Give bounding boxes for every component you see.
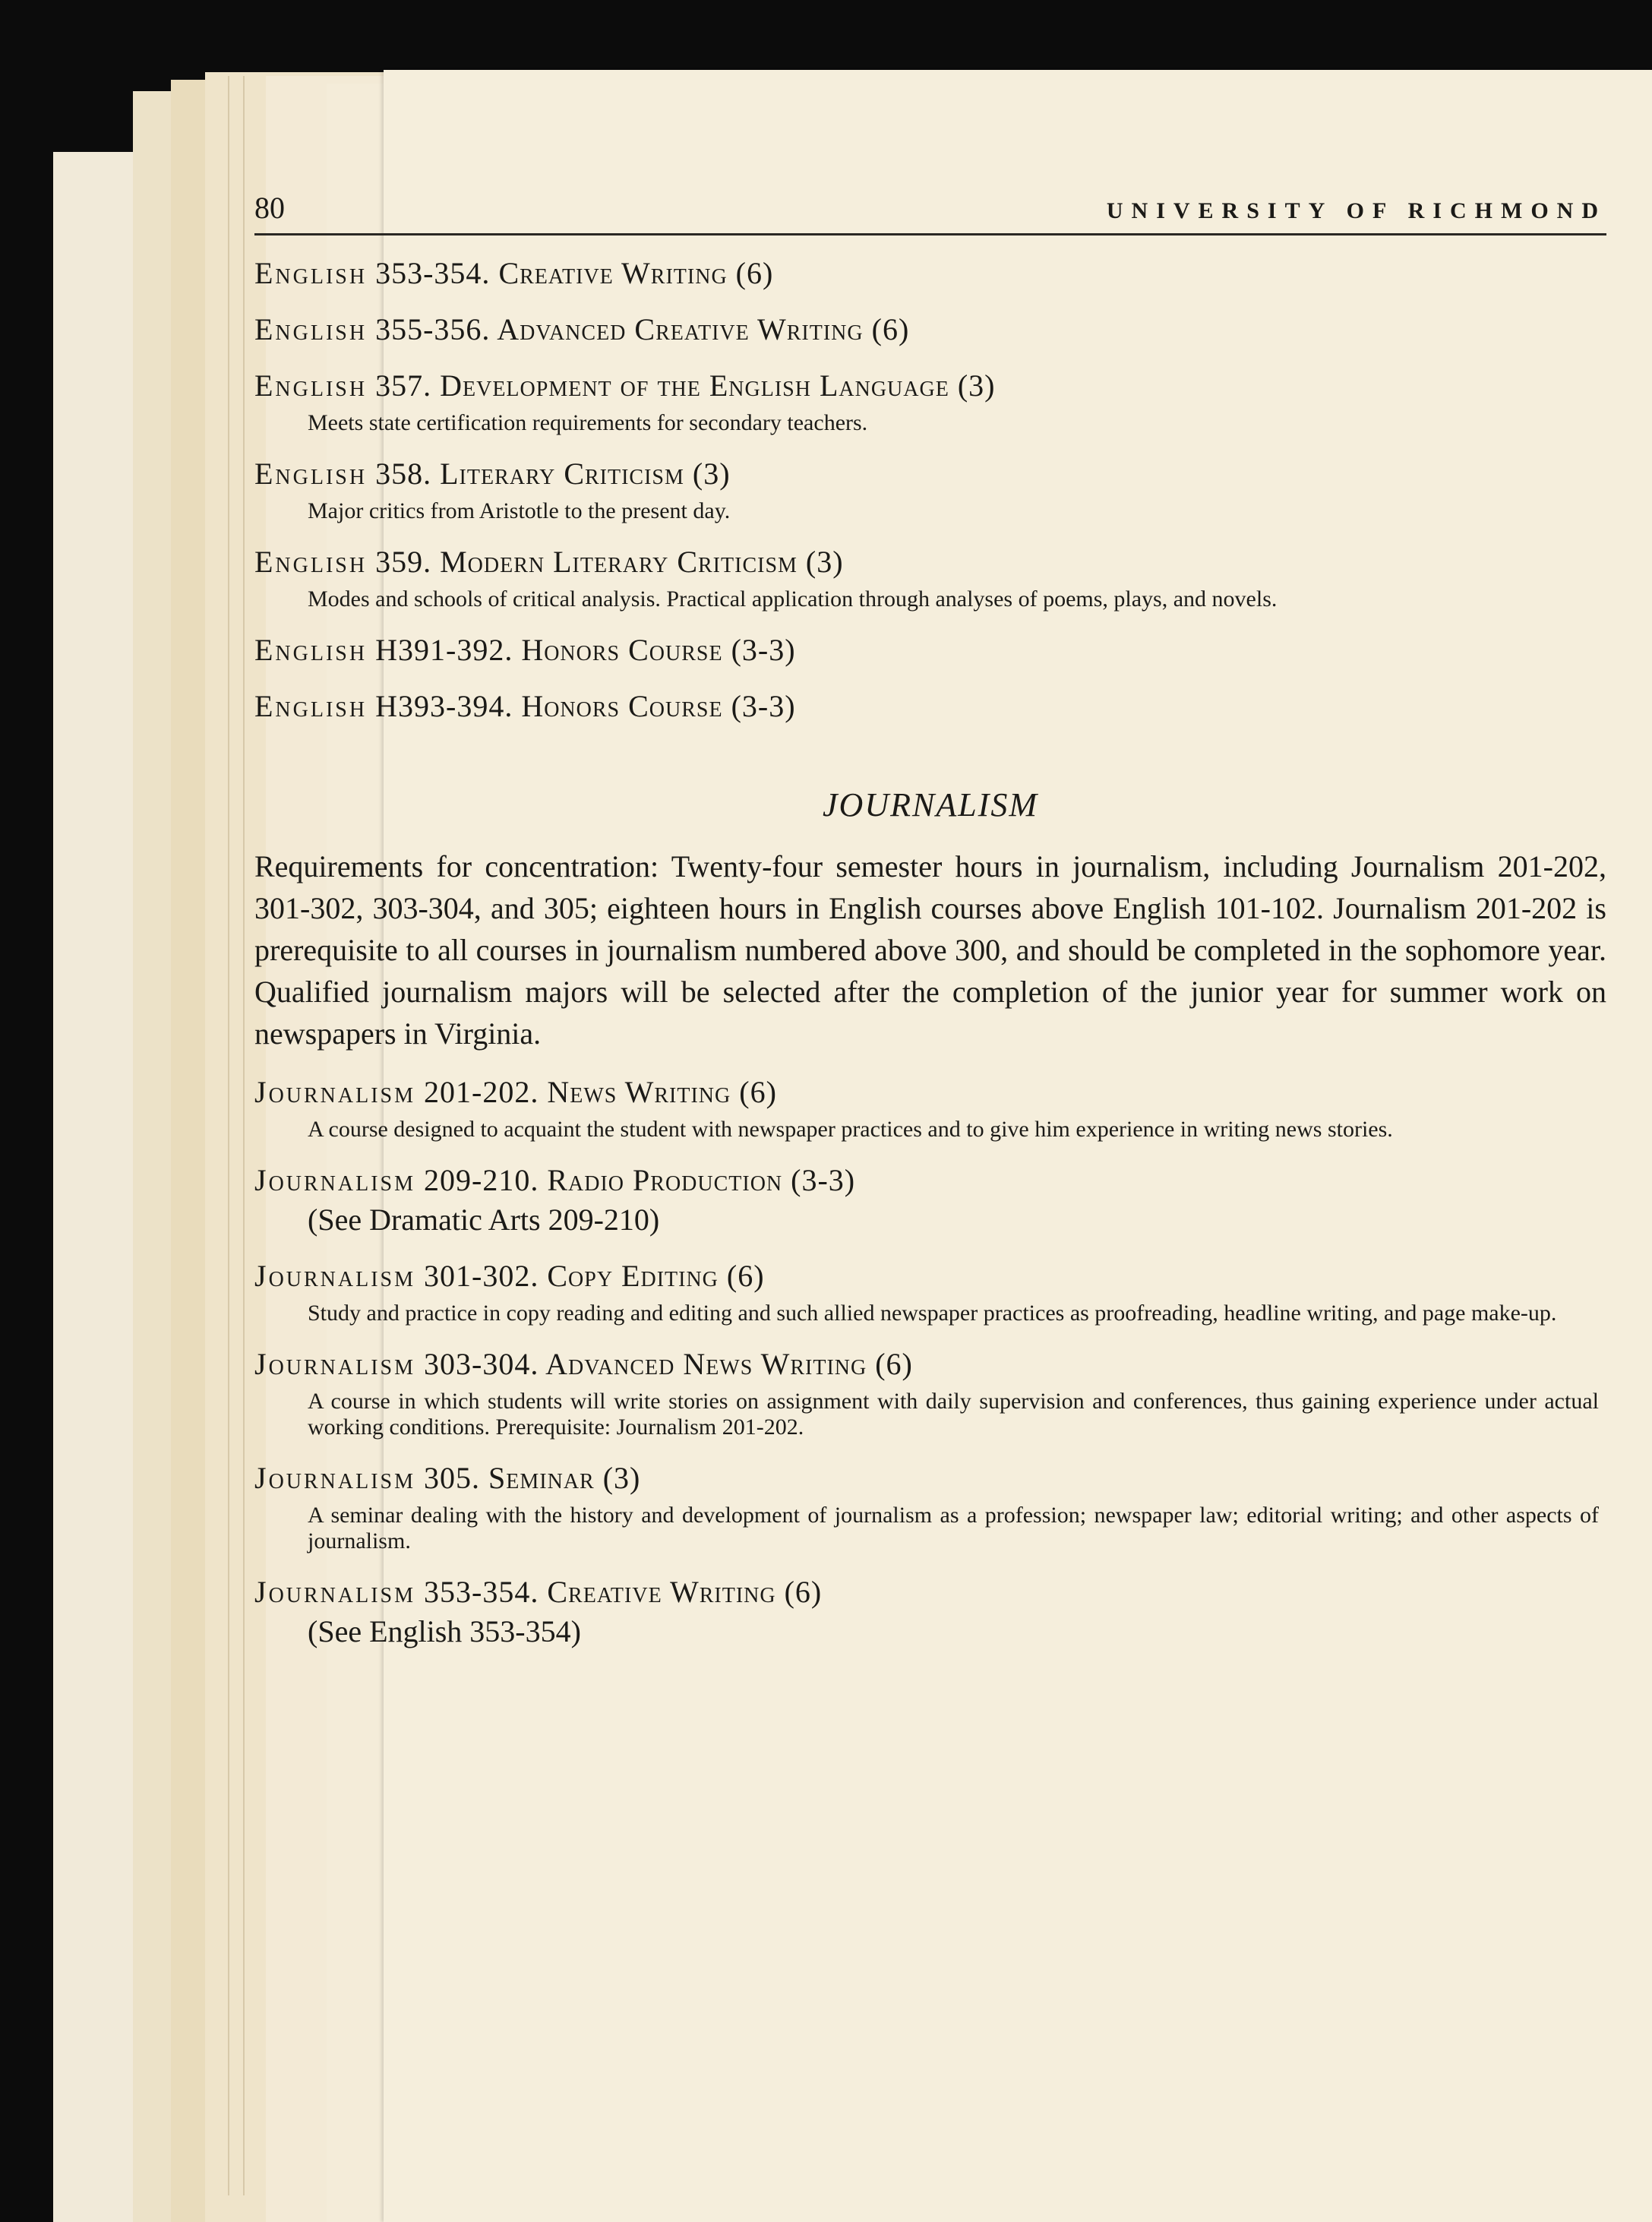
course-entry <box>254 1258 1606 1326</box>
course-department: English <box>254 256 368 290</box>
course-title: Development of the English Language <box>440 368 949 403</box>
page-edge <box>243 76 245 2195</box>
course-number: 353-354. <box>424 1575 539 1609</box>
course-entry <box>254 688 1606 725</box>
course-number: 303-304. <box>424 1347 539 1381</box>
course-credits: (3-3) <box>731 633 796 667</box>
course-heading <box>254 1574 1606 1610</box>
course-number: 209-210. <box>424 1163 539 1197</box>
course-credits: (3-3) <box>791 1163 856 1197</box>
course-department: English <box>254 689 368 723</box>
course-entry <box>254 311 1606 348</box>
course-description: A course designed to acquaint the student with newspaper practices and to give him experience in writing news stories. <box>308 1117 1393 1142</box>
course-heading <box>254 368 1606 404</box>
cross-reference: (See Dramatic Arts 209-210) <box>308 1203 660 1237</box>
course-entry <box>254 1346 1606 1440</box>
course-heading <box>254 1346 1606 1383</box>
course-credits: (3) <box>602 1461 641 1495</box>
course-title: Advanced News Writing <box>545 1347 867 1381</box>
cross-reference: (See English 353-354) <box>308 1614 581 1648</box>
course-heading <box>254 311 1606 348</box>
course-title: Radio Production <box>547 1163 783 1197</box>
course-entry <box>254 255 1606 292</box>
course-description: Meets state certification requirements for secondary teachers. <box>308 410 868 435</box>
course-credits: (3) <box>692 457 731 491</box>
course-description: A seminar dealing with the history and development of journalism as a profession; newspaper law; editorial writing; and other aspects of journalism. <box>308 1503 1599 1554</box>
course-heading <box>254 1460 1606 1497</box>
course-credits: (6) <box>871 312 910 346</box>
course-department: Journalism <box>254 1075 416 1109</box>
english-course-list <box>254 255 1606 725</box>
course-title: Creative Writing <box>498 256 728 290</box>
page-number: 80 <box>254 191 285 225</box>
course-credits: (6) <box>784 1575 823 1609</box>
course-entry <box>254 1074 1606 1143</box>
course-department: Journalism <box>254 1259 416 1293</box>
course-department: Journalism <box>254 1575 416 1609</box>
course-heading <box>254 632 1606 668</box>
course-description: Modes and schools of critical analysis. Practical application through analyses of poems, plays, and novels. <box>308 586 1278 612</box>
course-description: Study and practice in copy reading and editing and such allied newspaper practices as proofreading, headline writing, and page make-up. <box>308 1301 1557 1326</box>
course-department: English <box>254 368 368 403</box>
course-credits: (6) <box>875 1347 913 1381</box>
course-title: Advanced Creative Writing <box>497 312 864 346</box>
concentration-requirements: Requirements for concentration: Twenty-four semester hours in journalism, including Journalism 201-202, 301-302, 303-304, and 305; eighteen hours in English courses above English 101-102. Journalism 201-202 is prerequisite to all courses in journalism numbered above 300, and should be completed in the sophomore year. Qualified journalism majors will be selected after the completion of the junior year for summer work on newspapers in Virginia. <box>254 849 1606 1051</box>
course-heading <box>254 456 1606 492</box>
course-title: Copy Editing <box>547 1259 719 1293</box>
course-credits: (3) <box>957 368 996 403</box>
course-entry <box>254 1460 1606 1554</box>
course-number: 305. <box>424 1461 481 1495</box>
course-entry <box>254 456 1606 524</box>
course-number: 359. <box>375 545 432 579</box>
course-entry <box>254 1574 1606 1650</box>
page-content <box>254 190 1606 1650</box>
course-entry <box>254 368 1606 436</box>
course-department: Journalism <box>254 1461 416 1495</box>
running-title: UNIVERSITY OF RICHMOND <box>1106 198 1606 223</box>
course-title: News Writing <box>547 1075 731 1109</box>
course-department: Journalism <box>254 1347 416 1381</box>
course-title: Seminar <box>488 1461 595 1495</box>
course-department: English <box>254 545 368 579</box>
course-credits: (3-3) <box>731 689 796 723</box>
course-number: 355-356. <box>375 312 491 346</box>
course-credits: (3) <box>805 545 844 579</box>
course-description: A course in which students will write stories on assignment with daily supervision and conferences, thus gaining experience under actual working conditions. Prerequisite: Journalism 201-202. <box>308 1389 1599 1440</box>
course-heading <box>254 1162 1606 1199</box>
course-title: Literary Criticism <box>440 457 684 491</box>
course-number: 301-302. <box>424 1259 539 1293</box>
course-heading <box>254 688 1606 725</box>
course-title: Honors Course <box>521 689 723 723</box>
course-credits: (6) <box>739 1075 777 1109</box>
course-number: 201-202. <box>424 1075 539 1109</box>
course-entry <box>254 1162 1606 1238</box>
course-credits: (6) <box>735 256 774 290</box>
course-department: English <box>254 633 368 667</box>
running-header <box>254 190 1606 235</box>
course-number: H393-394. <box>375 689 513 723</box>
course-number: H391-392. <box>375 633 513 667</box>
course-department: English <box>254 457 368 491</box>
course-entry <box>254 632 1606 668</box>
course-number: 357. <box>375 368 432 403</box>
course-heading <box>254 1258 1606 1294</box>
page-edge <box>228 76 229 2195</box>
course-title: Honors Course <box>521 633 723 667</box>
section-title: JOURNALISM <box>823 786 1038 823</box>
course-title: Creative Writing <box>547 1575 776 1609</box>
course-department: Journalism <box>254 1163 416 1197</box>
journalism-course-list <box>254 1074 1606 1650</box>
course-number: 353-354. <box>375 256 491 290</box>
course-heading <box>254 544 1606 580</box>
course-description: Major critics from Aristotle to the present day. <box>308 498 731 523</box>
course-title: Modern Literary Criticism <box>440 545 798 579</box>
course-number: 358. <box>375 457 432 491</box>
course-department: English <box>254 312 368 346</box>
course-credits: (6) <box>726 1259 765 1293</box>
course-heading <box>254 1074 1606 1111</box>
course-heading <box>254 255 1606 292</box>
course-entry <box>254 544 1606 612</box>
